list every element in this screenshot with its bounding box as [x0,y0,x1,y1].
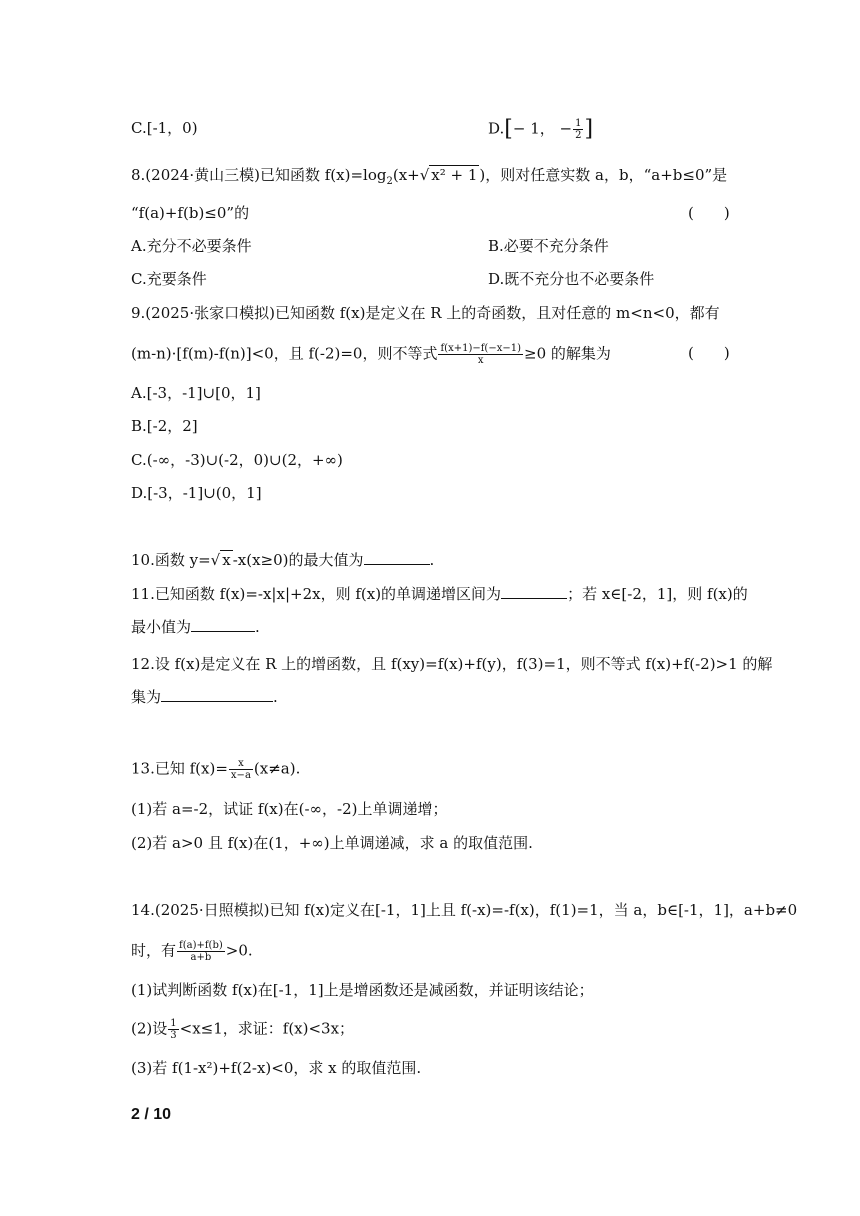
q9-stem-line2: (m-n)·[f(m)-f(n)]<0，且 f(-2)=0，则不等式 $\frac{f(x+1)-f(-x-1)}{x}$ ≥0 的解集为 [131,343,611,366]
q7-option-d-label: D. [488,119,505,138]
q13-part2: (2)若 a>0 且 f(x)在(1，+∞)上单调递减，求 a 的取值范围. [131,834,533,852]
q14-fraction: $\frac{f(a)+f(b)}{a+b}$ [179,940,223,963]
q11-stem-line2: 最小值为 . [131,618,260,636]
q12-stem-line1: 12.设 f(x)是定义在 R 上的增函数，且 f(xy)=f(x)+f(y)，f(3)=1，则不等式 f(x)+f(-2)>1 的解 [131,655,773,673]
q14-part3: (3)若 f(1-x²)+f(2-x)<0，求 x 的取值范围. [131,1059,422,1077]
q11-answer-blank-2 [191,617,255,632]
q13-stem: 13.已知 f(x)= $\frac{x}{x-a}$ (x≠a). [131,758,301,781]
q8-option-b: B.必要不充分条件 [488,237,609,255]
q10-sqrt: √ x [210,551,231,569]
q9-option-b: B.[-2，2] [131,417,198,435]
q8-stem-line1: 8.(2024·黄山三模)已知函数 $f(x)=\log_2(x+√$ x² + 1 )，则对任意实数 a，b，“a+b≤0”是 [131,166,728,187]
q9-option-d: D.[-3，-1]∪(0，1] [131,484,262,502]
q12-answer-blank [161,687,273,702]
q11-stem-line1: 11.已知函数 f(x)=-x|x|+2x，则 f(x)的单调递增区间为 ；若 x∈[-2，1]，则 f(x)的 [131,585,748,603]
q10-stem: 10.函数 y=√ x -x(x≥0)的最大值为 . [131,551,435,569]
q9-stem-line1: 9.(2025·张家口模拟)已知函数 f(x)是定义在 R 上的奇函数，且对任意的 m<n<0，都有 [131,304,720,322]
q9-option-c: C.(-∞，-3)∪(-2，0)∪(2，+∞) [131,451,343,469]
q8-stem-line2: “f(a)+f(b)≤0”的 [131,204,250,222]
q10-answer-blank [364,550,430,565]
q9-option-a: A.[-3，-1]∪[0，1] [131,384,261,402]
q8-answer-paren: ( ) [688,204,730,222]
q7-option-d-body: − 1， − [512,119,573,138]
q8-option-d: D.既不充分也不必要条件 [488,270,655,288]
q7-option-d-fraction: $\frac{1}{2}$ [575,118,582,141]
q7-option-c: C.[-1，0) [131,119,198,137]
q9-answer-paren: ( ) [688,344,730,362]
q8-option-c: C.充要条件 [131,270,207,288]
page-number: 2 / 10 [131,1106,172,1123]
q14-part1: (1)试判断函数 f(x)在[-1，1]上是增函数还是减函数，并证明该结论； [131,981,594,999]
q14-part2-fraction: $\frac{1}{3}$ [170,1018,177,1041]
q12-stem-line2: 集为 . [131,688,278,706]
q8-option-a: A.充分不必要条件 [131,237,252,255]
q14-stem-line2: 时，有 $\frac{f(a)+f(b)}{a+b}$ >0. [131,940,253,963]
q14-part2: (2)设 $\frac{1}{3}$ <x≤1，求证：f(x)<3x； [131,1018,355,1041]
q7-option-d: D.[− 1， − $\frac{1}{2}$ ] [488,116,594,142]
q9-fraction: $\frac{f(x+1)-f(-x-1)}{x}$ [440,343,521,366]
q13-part1: (1)若 a=-2，试证 f(x)在(-∞，-2)上单调递增； [131,800,448,818]
q13-fraction: $\frac{x}{x-a}$ [230,758,251,781]
q11-answer-blank-1 [501,584,567,599]
q8-sqrt: √ x² + 1 [419,166,478,184]
q14-stem-line1: 14.(2025·日照模拟)已知 f(x)定义在[-1，1]上且 f(-x)=-f(x)，f(1)=1，当 a，b∈[-1，1]，a+b≠0 [131,901,798,919]
